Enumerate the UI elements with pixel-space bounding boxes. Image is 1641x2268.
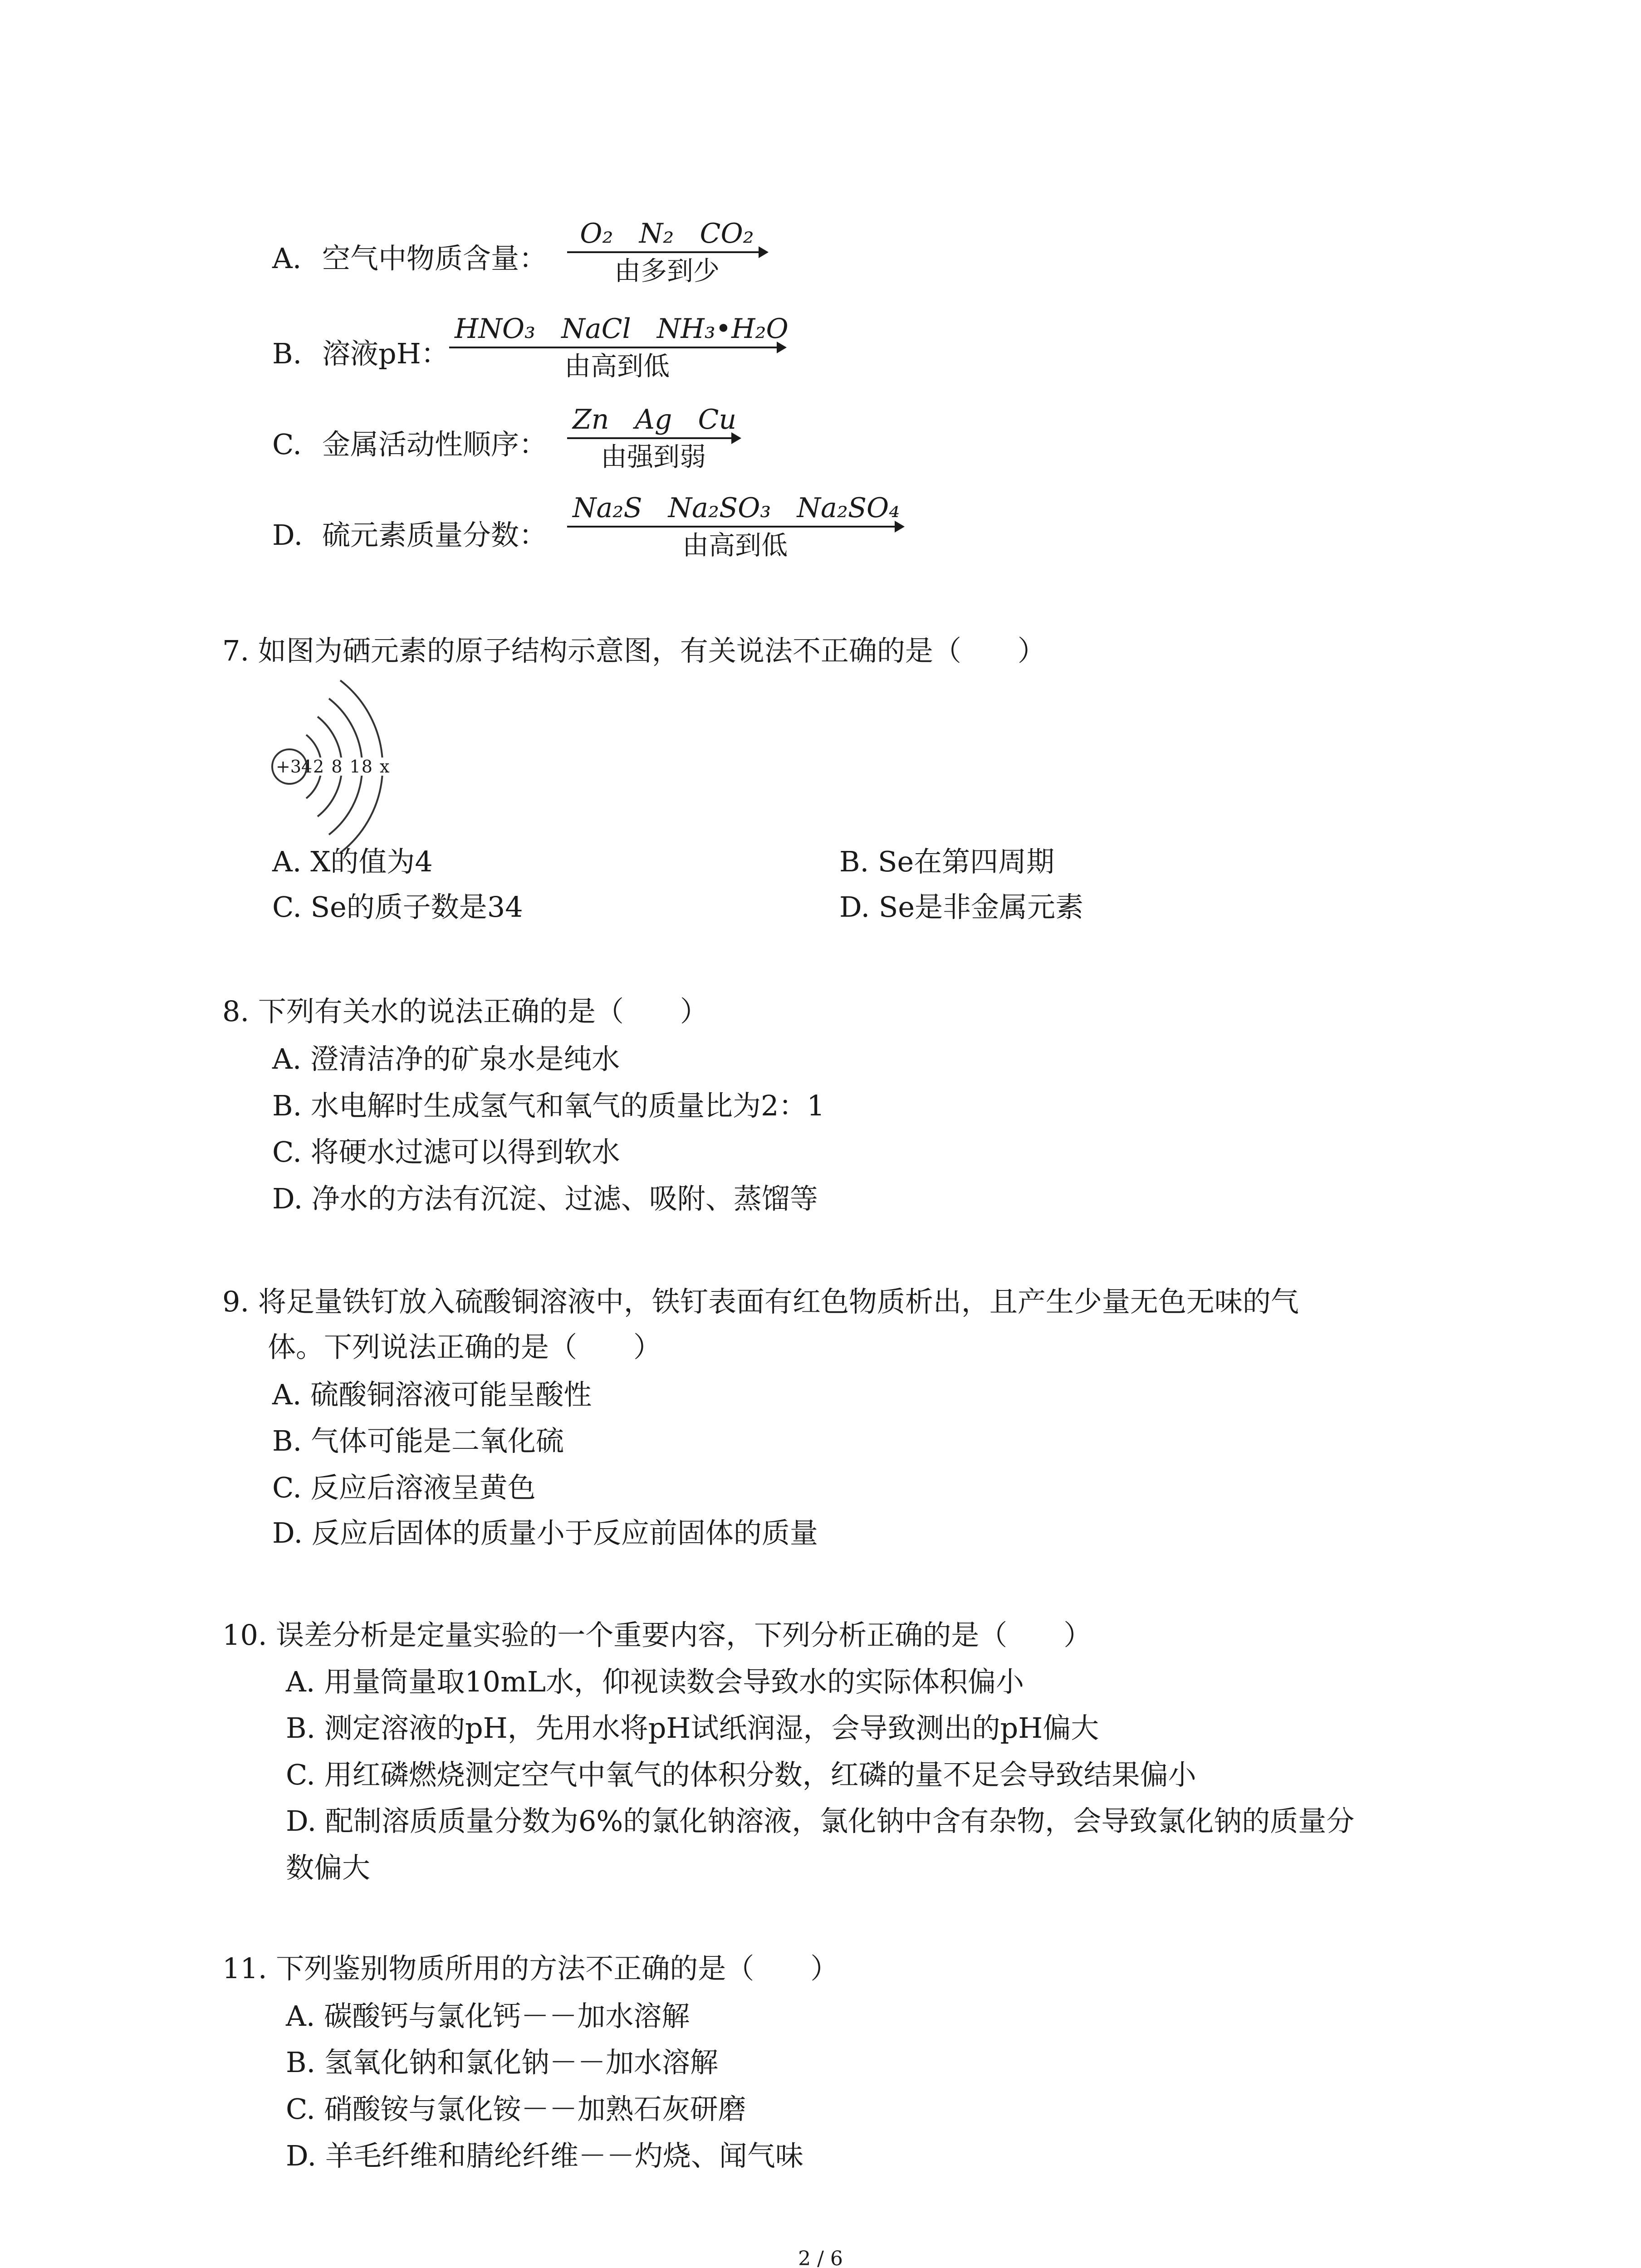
arrow-item: Na₂SO₃ [668,492,771,524]
q10-option-d: D. 配制溶质质量分数为6%的氯化钠溶液，氯化钠中含有杂物，会导致氯化钠的质量分 [286,1804,1355,1838]
arrow-caption: 由多到少 [614,255,720,286]
arrow-item: Na₂SO₄ [797,492,900,524]
question-7-stem: 7. 如图为硒元素的原子结构示意图，有关说法不正确的是（ ） [222,634,1046,667]
q7-option-d: D. Se是非金属元素 [839,890,1084,924]
reaction-arrow [567,218,767,288]
electron-counts: 2 8 18 x [313,757,391,777]
question-9-stem-line2: 体。下列说法正确的是（ ） [268,1330,662,1364]
q11-option-c: C. 硝酸铵与氯化铵－－加熟石灰研磨 [286,2092,746,2126]
q11-option-a: A. 碳酸钙与氯化钙－－加水溶解 [286,1999,690,2033]
reaction-arrow [567,404,740,474]
option-label: 金属活动性顺序： [322,428,548,461]
arrow-caption: 由高到低 [564,351,670,381]
q8-option-b: B. 水电解时生成氢气和氧气的质量比为2：1 [272,1089,825,1122]
q9-option-b: B. 气体可能是二氧化硫 [272,1424,564,1457]
arrow-item: CO₂ [700,218,754,249]
option-letter: B. [272,337,302,370]
q11-option-b: B. 氢氧化钠和氯化钠－－加水溶解 [286,2046,718,2079]
q10-option-c: C. 用红磷燃烧测定空气中氧气的体积分数，红磷的量不足会导致结果偏小 [286,1758,1196,1791]
arrow-caption: 由强到弱 [600,441,706,472]
question-10-stem: 10. 误差分析是定量实验的一个重要内容，下列分析正确的是（ ） [222,1618,1092,1652]
q7-option-b: B. Se在第四周期 [839,845,1055,878]
option-letter: A. [272,242,302,275]
arrow-item: Na₂S [573,492,642,524]
option-letter: D. [272,518,303,552]
q9-option-c: C. 反应后溶液呈黄色 [272,1471,536,1504]
option-label: 硫元素质量分数： [322,518,548,552]
option-label: 溶液pH： [322,337,449,370]
q10-option-b: B. 测定溶液的pH，先用水将pH试纸润湿，会导致测出的pH偏大 [286,1711,1099,1745]
arrow-item: Ag [635,404,672,435]
nucleus-charge: +34 [276,757,313,777]
arrow-item: NH₃•H₂O [656,313,789,345]
q9-option-a: A. 硫酸铜溶液可能呈酸性 [272,1378,592,1411]
arrow-item: O₂ [580,218,613,249]
question-8-stem: 8. 下列有关水的说法正确的是（ ） [222,995,708,1028]
q8-option-d: D. 净水的方法有沉淀、过滤、吸附、蒸馏等 [272,1182,818,1215]
arrow-item: NaCl [561,313,631,345]
q7-option-c: C. Se的质子数是34 [272,890,523,924]
page-number: 2 / 6 [798,2247,843,2268]
arrow-item: Zn [573,404,609,435]
arrow-item: HNO₃ [455,313,536,345]
option-label: 空气中物质含量： [322,242,548,275]
q10-option-a: A. 用量筒量取10mL水，仰视读数会导致水的实际体积偏小 [286,1665,1024,1698]
option-letter: C. [272,428,302,461]
q8-option-a: A. 澄清洁净的矿泉水是纯水 [272,1042,620,1075]
reaction-arrow [449,313,789,384]
q11-option-d: D. 羊毛纤维和腈纶纤维－－灼烧、闻气味 [286,2139,803,2172]
reaction-arrow [567,492,903,563]
q7-option-a: A. X的值为4 [272,845,433,878]
question-11-stem: 11. 下列鉴别物质所用的方法不正确的是（ ） [222,1952,839,1985]
q8-option-c: C. 将硬水过滤可以得到软水 [272,1135,620,1168]
arrow-caption: 由高到低 [682,530,788,561]
q10-option-d-cont: 数偏大 [286,1851,371,1884]
selenium-atom-diagram [263,676,399,857]
q9-option-d: D. 反应后固体的质量小于反应前固体的质量 [272,1516,818,1549]
arrow-item: Cu [698,404,737,435]
question-9-stem-line1: 9. 将足量铁钉放入硫酸铜溶液中，铁钉表面有红色物质析出，且产生少量无色无味的气 [222,1285,1299,1318]
arrow-item: N₂ [639,218,674,249]
